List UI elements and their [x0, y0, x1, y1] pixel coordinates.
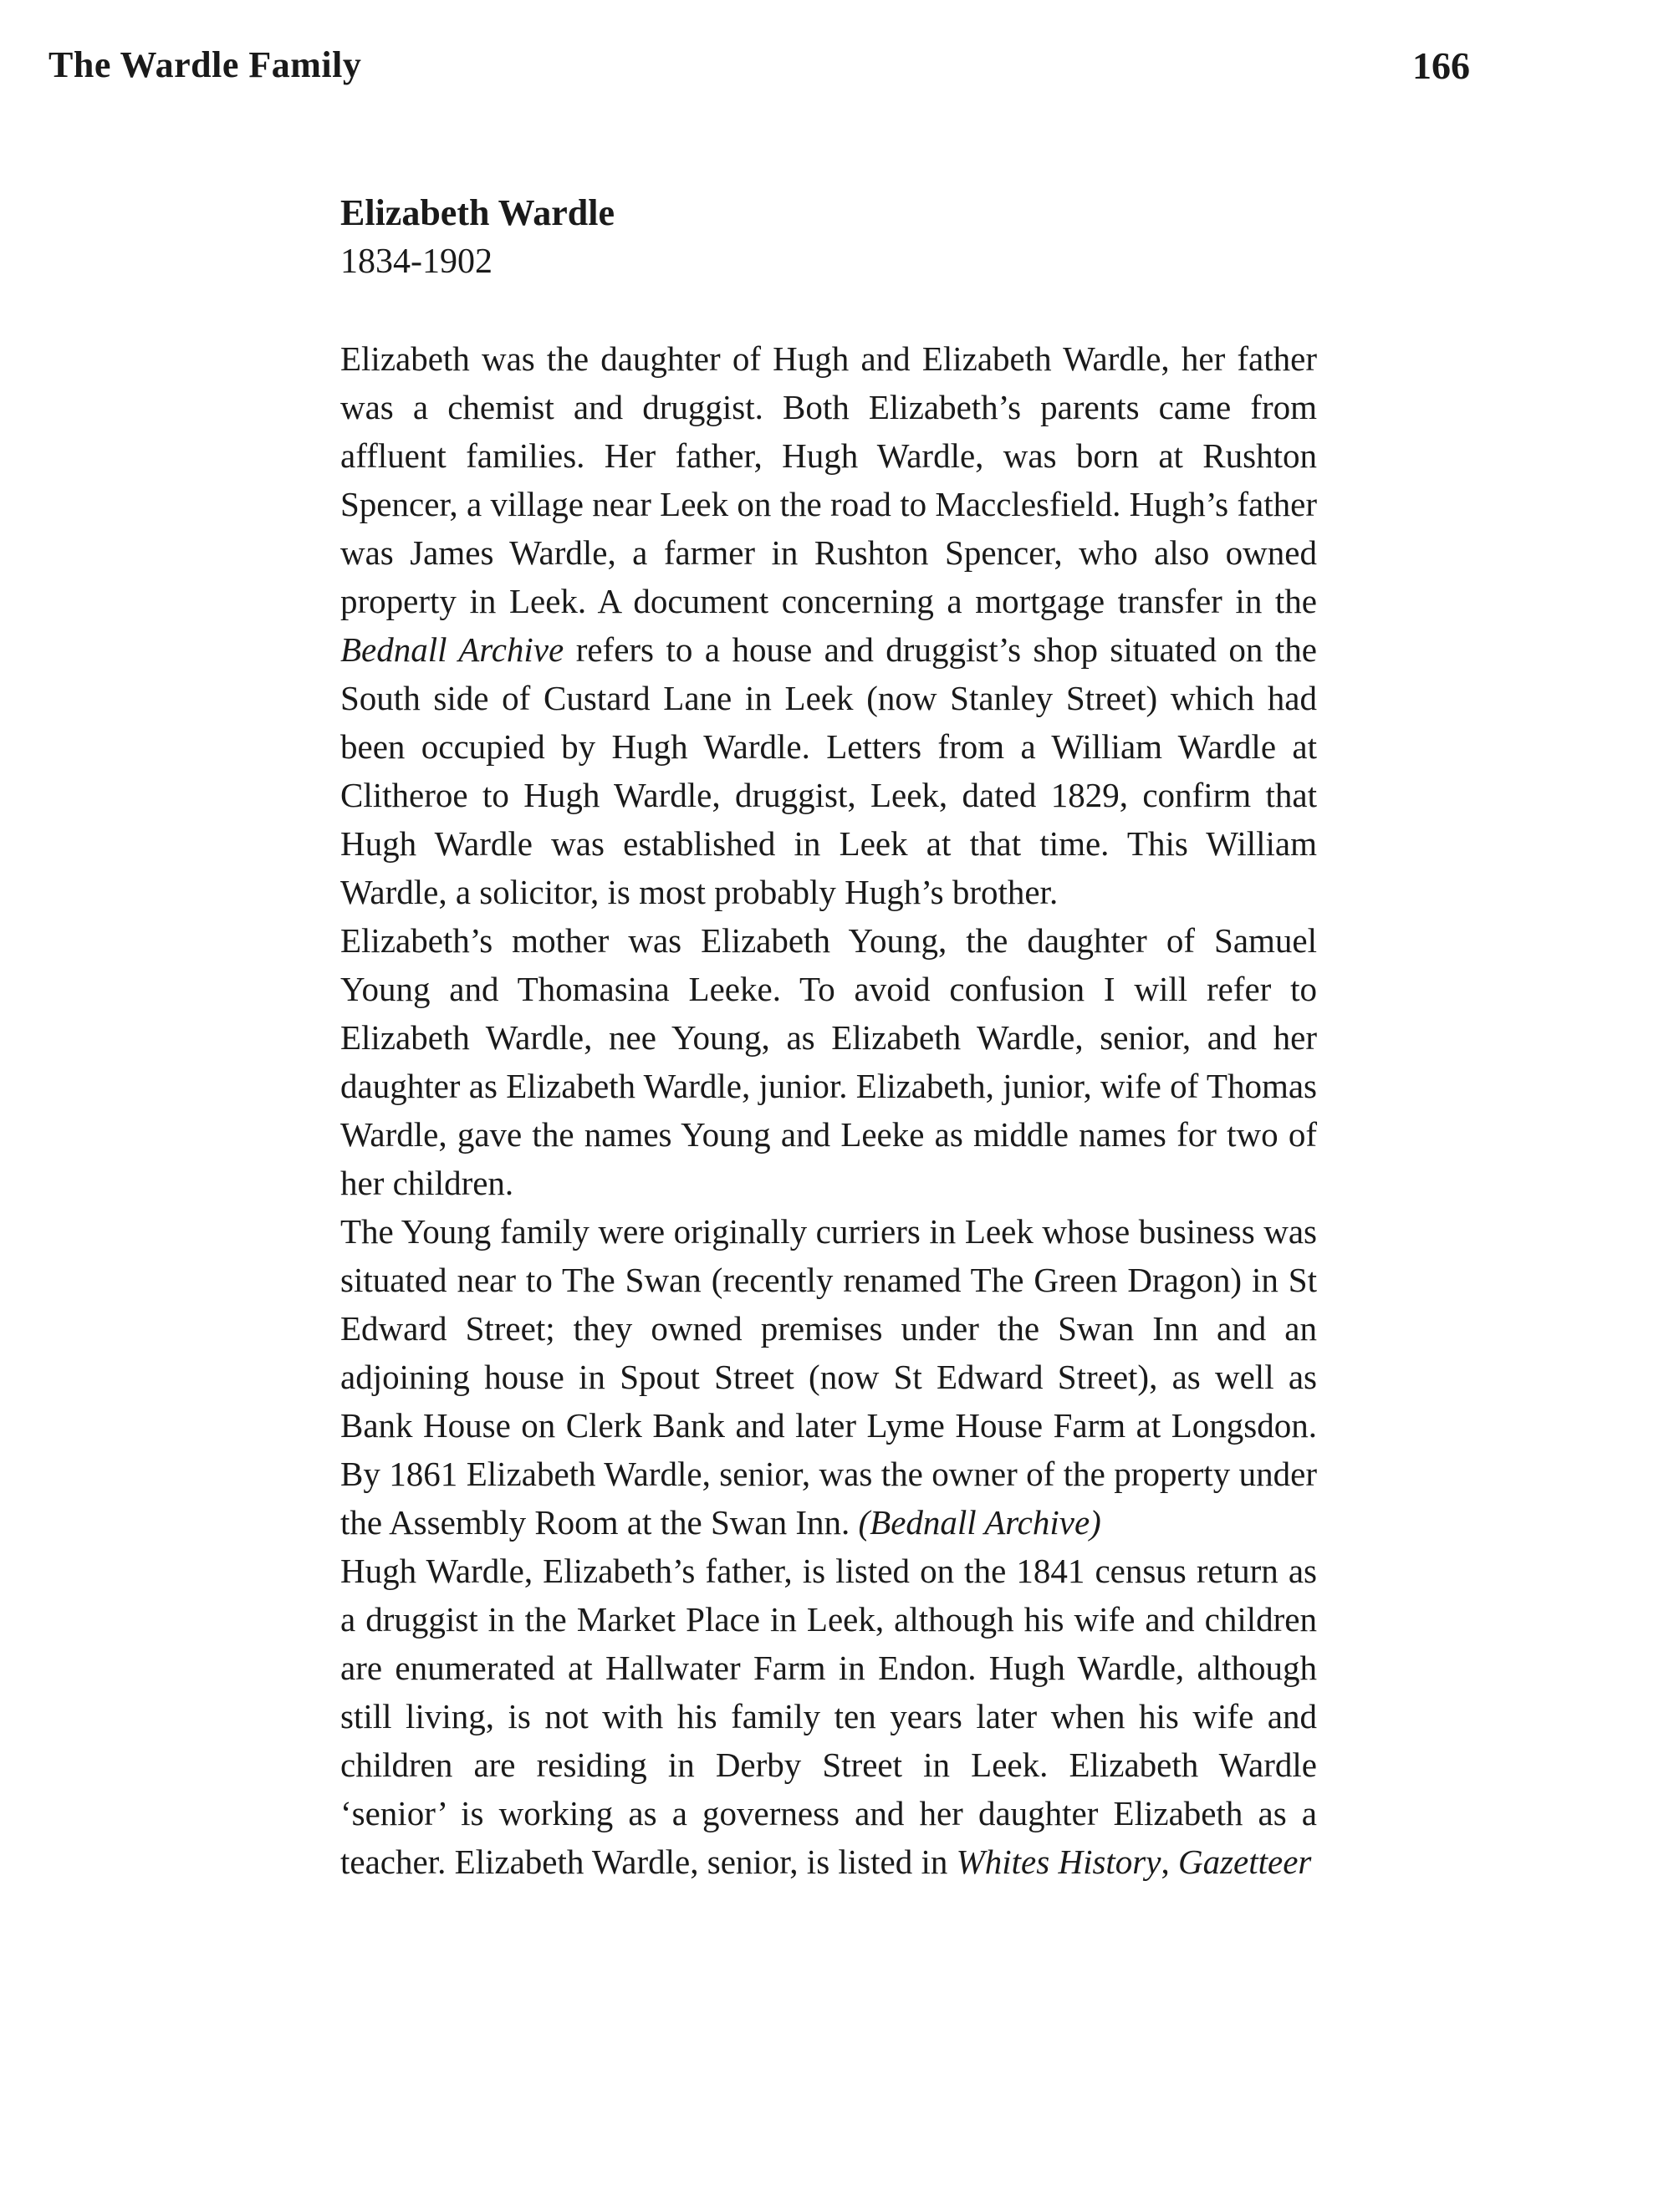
page-number: 166	[1412, 44, 1470, 87]
text-run: Elizabeth’s mother was Elizabeth Young, the daughter of Samuel Young and Thomasina Leeke. To avoid confusion I will refer to Elizabeth Wardle, nee Young, as Elizabeth Wardle, senior, and her daughter as Elizabeth Wardle, junior. Elizabeth, junior, wife of Thomas Wardle, gave the names Young and Leeke as middle names for two of her children.	[340, 921, 1317, 1202]
italic-text-run: Gazetteer	[1177, 1842, 1312, 1881]
article	[340, 189, 1317, 1886]
text-run: ,	[1161, 1842, 1178, 1881]
running-header-title: The Wardle Family	[48, 44, 362, 85]
article-body	[340, 334, 1317, 1886]
text-run: The Young family were originally curriers in Leek whose business was situated near to The Swan (recently renamed The Green Dragon) in St Edward Street; they owned premises under the Swan Inn and an adjoining house in Spout Street (now St Edward Street), as well as Bank House on Clerk Bank and later Lyme House Farm at Longsdon. By 1861 Elizabeth Wardle, senior, was the owner of the property under the Assembly Room at the Swan Inn.	[340, 1212, 1317, 1542]
text-run: Elizabeth was the daughter of Hugh and Elizabeth Wardle, her father was a chemist and druggist. Both Elizabeth’s parents came from affluent families. Her father, Hugh Wardle, was born at Rushton Spencer, a village near Leek on the road to Macclesfield. Hugh’s father was James Wardle, a farmer in Rushton Spencer, who also owned property in Leek. A document concerning a mortgage transfer in the	[340, 339, 1317, 620]
article-dates: 1834-1902	[340, 242, 493, 281]
italic-text-run: Bednall Archive	[340, 630, 564, 669]
running-header	[48, 43, 1470, 94]
italic-text-run: Whites History	[956, 1842, 1161, 1881]
text-run: Hugh Wardle, Elizabeth’s father, is listed on the 1841 census return as a druggist in the Market Place in Leek, although his wife and children are enumerated at Hallwater Farm in Endon. Hugh Wardle, although still living, is not with his family ten years later when his wife and children are residing in Derby Street in Leek. Elizabeth Wardle ‘senior’ is working as a governess and her daughter Elizabeth as a teacher. Elizabeth Wardle, senior, is listed in	[340, 1552, 1317, 1881]
text-run: refers to a house and druggist’s shop situated on the South side of Custard Lane in Leek (now Stanley Street) which had been occupied by Hugh Wardle. Letters from a William Wardle at Clitheroe to Hugh Wardle, druggist, Leek, dated 1829, confirm that Hugh Wardle was established in Leek at that time. This William Wardle, a solicitor, is most probably Hugh’s brother.	[340, 630, 1317, 911]
italic-text-run: (Bednall Archive)	[858, 1503, 1101, 1542]
body-paragraph	[340, 334, 1317, 916]
body-paragraph	[340, 1547, 1317, 1886]
body-paragraph	[340, 916, 1317, 1207]
body-paragraph	[340, 1207, 1317, 1547]
article-title: Elizabeth Wardle	[340, 192, 615, 233]
